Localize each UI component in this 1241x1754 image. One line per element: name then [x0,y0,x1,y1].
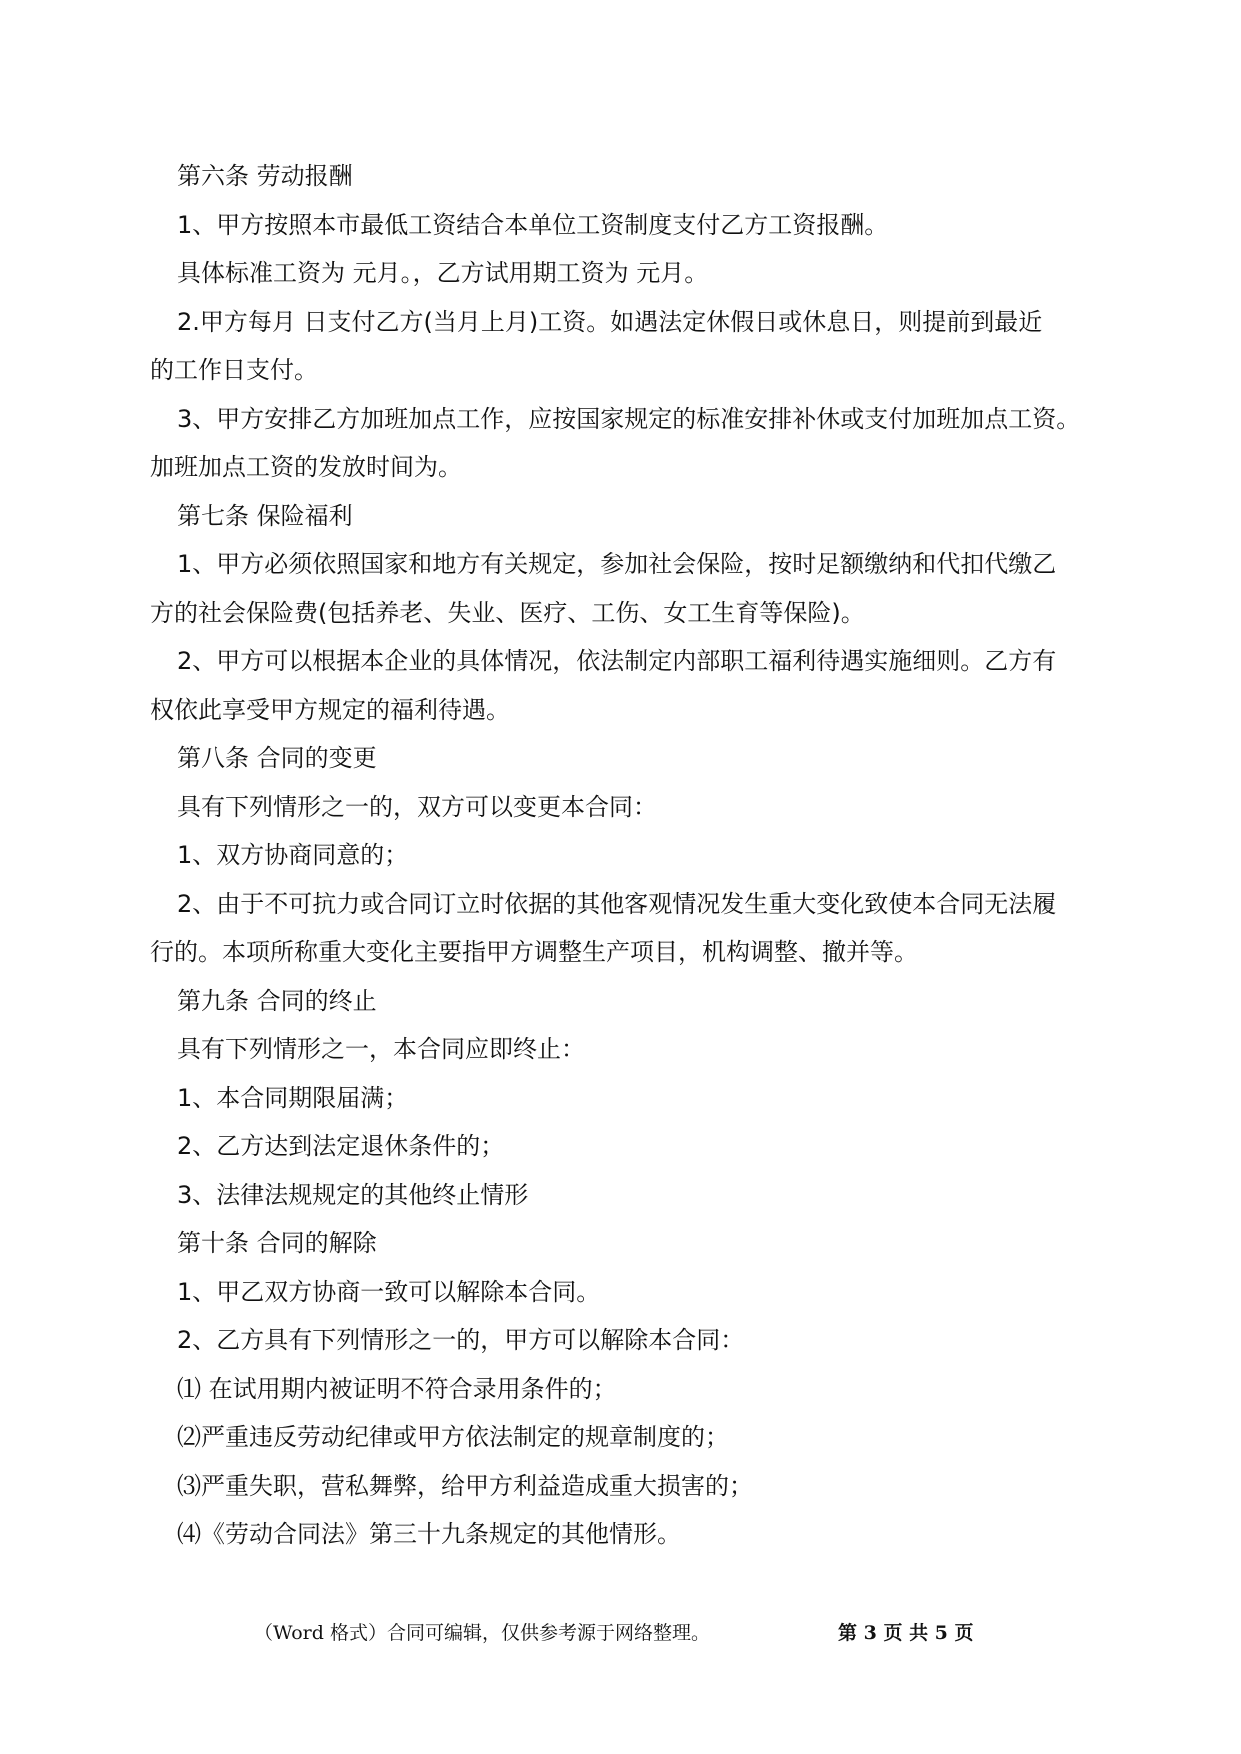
text-line: 1、甲乙双方协商一致可以解除本合同。 [177,1277,601,1306]
text-line: 具有下列情形之一，本合同应即终止： [177,1035,585,1063]
text-line: 具体标准工资为 元月。，乙方试用期工资为 元月。 [177,259,709,287]
text-line: 第七条 保险福利 [177,501,353,530]
text-line: 方的社会保险费(包括养老、失业、医疗、工伤、女工生育等保险)。 [150,598,865,627]
document-body [150,152,1110,1559]
text-line: 权依此享受甲方规定的福利待遇。 [150,695,510,724]
text-line: ⑵严重违反劳动纪律或甲方依法制定的规章制度的； [177,1423,729,1451]
text-line: 2、乙方达到法定退休条件的； [177,1132,505,1160]
text-line: 行的。本项所称重大变化主要指甲方调整生产项目，机构调整、撤并等。 [150,938,918,966]
text-line: 2、由于不可抗力或合同订立时依据的其他客观情况发生重大变化致使本合同无法履 [177,889,1057,918]
text-line: 的工作日支付。 [150,356,318,384]
text-line: 具有下列情形之一的，双方可以变更本合同： [177,792,657,821]
page-number: 第 3 页 共 5 页 [838,1622,974,1644]
text-line: 2、甲方可以根据本企业的具体情况，依法制定内部职工福利待遇实施细则。乙方有 [177,647,1057,675]
text-line: 2、乙方具有下列情形之一的，甲方可以解除本合同： [177,1326,745,1354]
text-line: 第八条 合同的变更 [177,744,377,772]
text-line: ⑶严重失职，营私舞弊，给甲方利益造成重大损害的； [177,1471,753,1500]
text-line: 第六条 劳动报酬 [177,162,353,190]
text-line: ⑷《劳动合同法》第三十九条规定的其他情形。 [177,1520,681,1548]
text-line: 2.甲方每月 日支付乙方(当月上月)工资。如遇法定休假日或休息日，则提前到最近 [177,307,1043,336]
text-line: 第十条 合同的解除 [177,1229,377,1257]
text-line: 3、法律法规规定的其他终止情形 [177,1180,529,1209]
footer-note: （Word 格式）合同可编辑，仅供参考源于网络整理。 [254,1622,710,1644]
text-line: 加班加点工资的发放时间为。 [150,453,462,481]
text-line: 第九条 合同的终止 [177,986,377,1015]
text-line: ⑴ 在试用期内被证明不符合录用条件的； [177,1374,617,1403]
text-line: 1、甲方必须依照国家和地方有关规定，参加社会保险，按时足额缴纳和代扣代缴乙 [177,550,1057,578]
text-line: 1、甲方按照本市最低工资结合本单位工资制度支付乙方工资报酬。 [177,210,889,239]
text-line: 3、甲方安排乙方加班加点工作，应按国家规定的标准安排补休或支付加班加点工资。 [177,404,1081,433]
page-footer [0,1618,1241,1648]
text-line: 1、本合同期限届满； [177,1083,409,1112]
text-line: 1、双方协商同意的； [177,841,409,869]
